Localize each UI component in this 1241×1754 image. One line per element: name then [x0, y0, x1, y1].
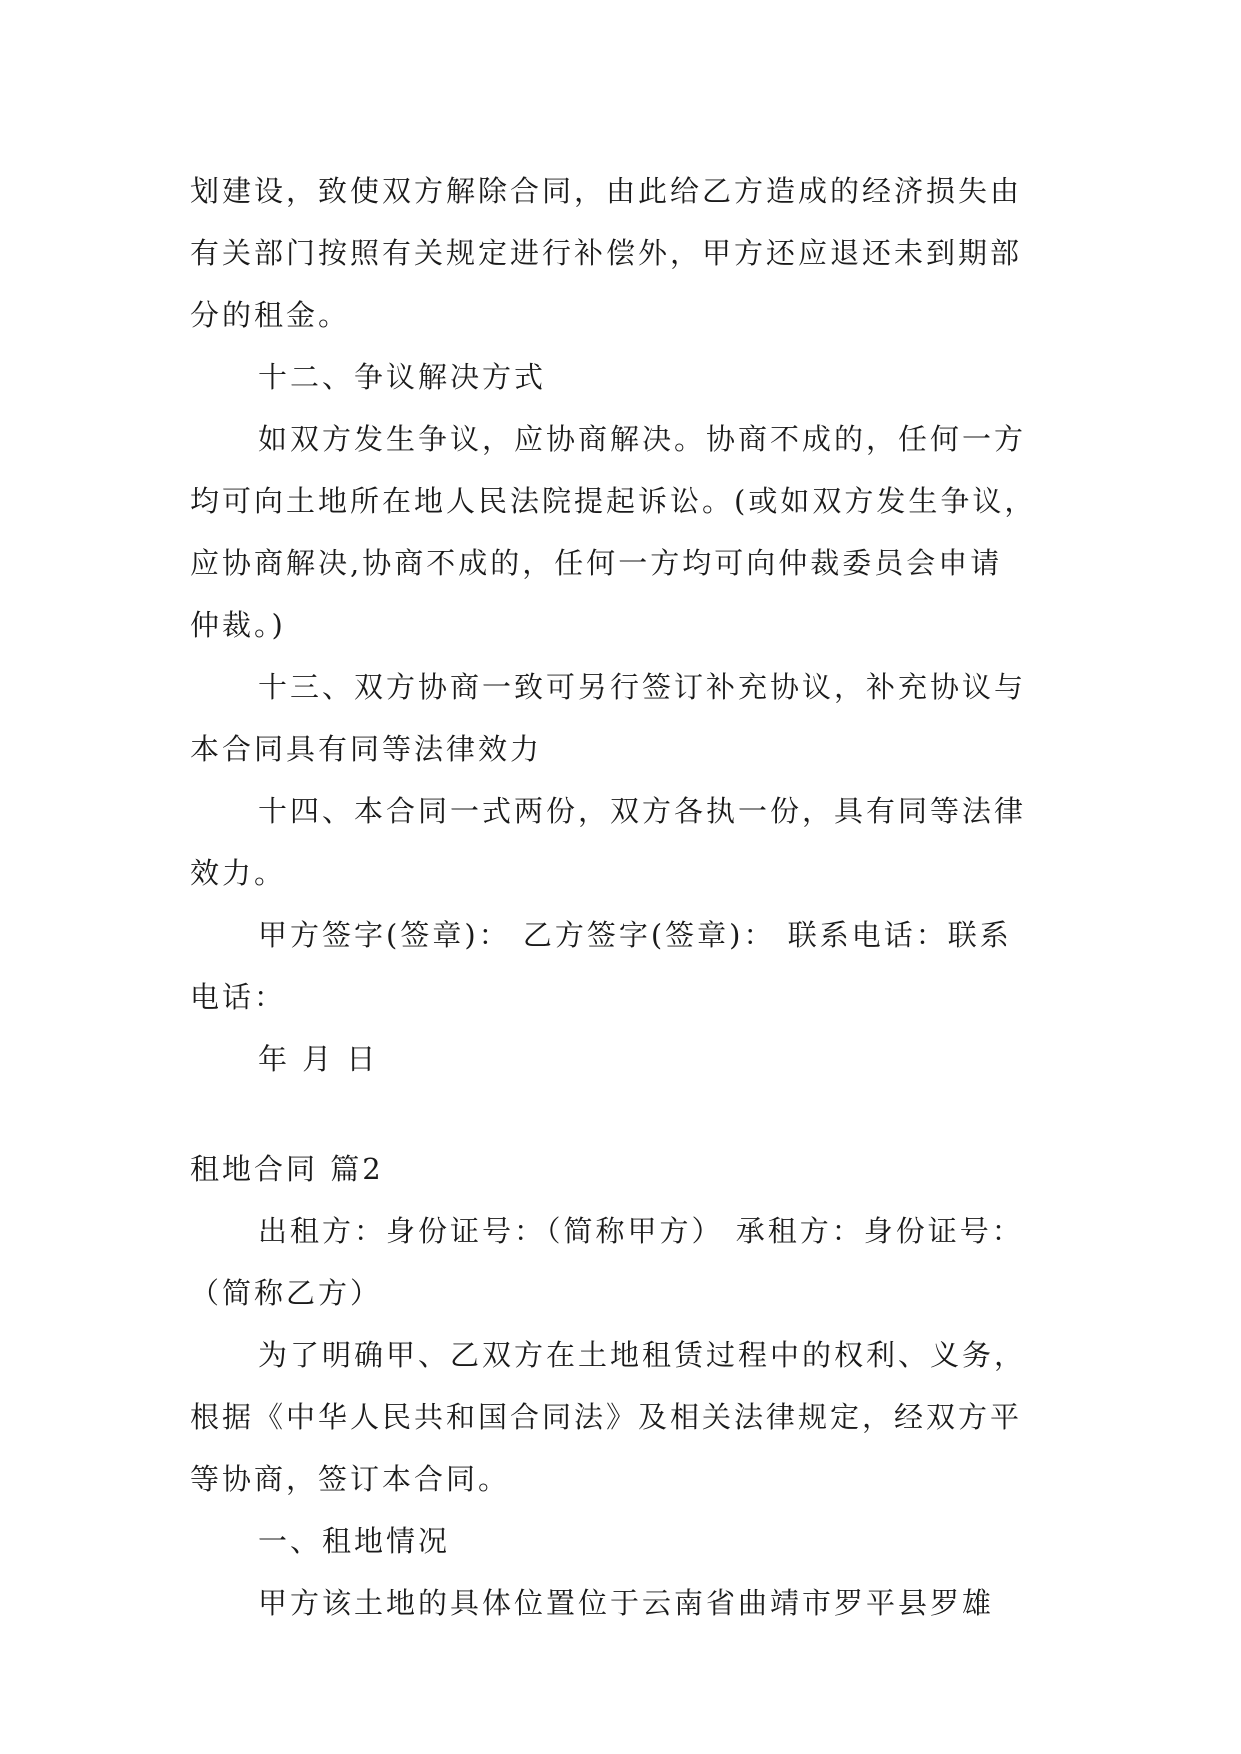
- document-title: 租地合同 篇2: [190, 1152, 384, 1186]
- paragraph-line: 如双方发生争议，应协商解决。协商不成的，任何一方: [258, 422, 1027, 456]
- paragraph-line: 应协商解决,协商不成的，任何一方均可向仲裁委员会申请: [190, 546, 1003, 580]
- section-heading: 一、租地情况: [258, 1524, 451, 1558]
- paragraph-line: （简称乙方）: [190, 1276, 383, 1310]
- paragraph-line: 本合同具有同等法律效力: [190, 732, 543, 766]
- paragraph-line: 甲方该土地的具体位置位于云南省曲靖市罗平县罗雄: [258, 1586, 995, 1620]
- signature-line: 电话：: [190, 980, 287, 1014]
- paragraph-line: 根据《中华人民共和国合同法》及相关法律规定，经双方平: [190, 1400, 1023, 1434]
- paragraph-line: 分的租金。: [190, 298, 351, 332]
- paragraph-line: 有关部门按照有关规定进行补偿外，甲方还应退还未到期部: [190, 236, 1023, 270]
- document-body: [190, 160, 1050, 1634]
- paragraph-line: 均可向土地所在地人民法院提起诉讼。(或如双方发生争议，: [190, 484, 1037, 518]
- signature-line: 甲方签字(签章)： 乙方签字(签章)： 联系电话：联系: [258, 918, 1012, 952]
- date-line: 年 月 日: [258, 1042, 379, 1076]
- section-heading: 十二、争议解决方式: [258, 360, 547, 394]
- paragraph-line: 十三、双方协商一致可另行签订补充协议，补充协议与: [258, 670, 1027, 704]
- paragraph-line: 仲裁。): [190, 608, 286, 642]
- paragraph-line: 十四、本合同一式两份，双方各执一份，具有同等法律: [258, 794, 1027, 828]
- paragraph-line: 为了明确甲、乙双方在土地租赁过程中的权利、义务，: [258, 1338, 1027, 1372]
- paragraph-line: 划建设，致使双方解除合同，由此给乙方造成的经济损失由: [190, 174, 1023, 208]
- paragraph-line: 出租方：身份证号：（简称甲方） 承租方：身份证号：: [258, 1214, 1024, 1248]
- section-gap: [190, 1090, 1050, 1138]
- paragraph-line: 等协商，签订本合同。: [190, 1462, 511, 1496]
- paragraph-line: 效力。: [190, 856, 287, 890]
